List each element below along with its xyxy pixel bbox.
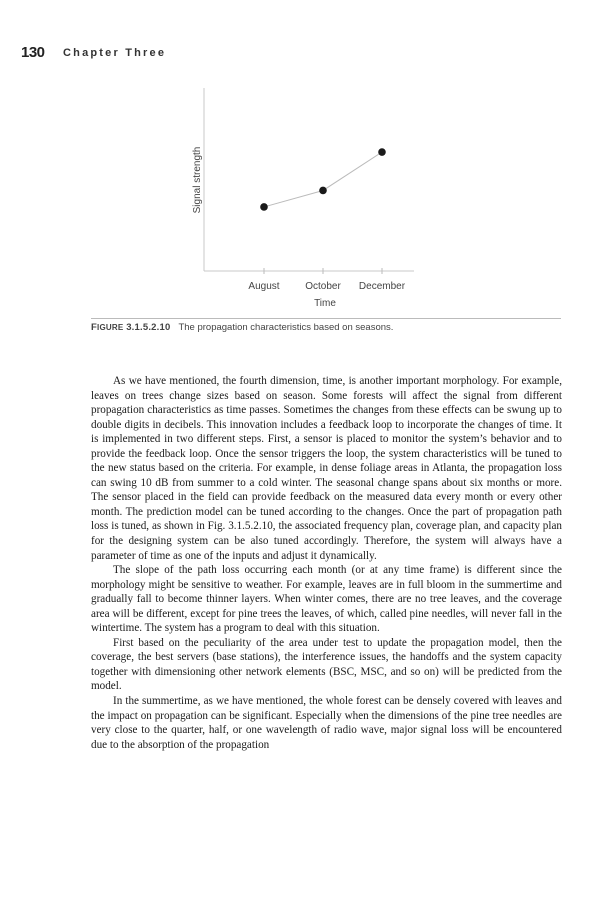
caption-label-small: IGURE — [97, 323, 124, 332]
paragraph: First based on the peculiarity of the area under test to update the propagation model, then the coverage, the best servers (base stations), the interference issues, the handoffs and the system capacity together with dimensioning other network elements (BSC, MSC, and so on) will be predicted from the model. — [91, 636, 562, 693]
x-tick-label-december: December — [358, 281, 406, 292]
caption-label-prefix: F — [91, 322, 98, 333]
x-tick-label-october: October — [305, 281, 341, 292]
x-tick-label-august: August — [248, 281, 280, 292]
body-text — [91, 374, 562, 752]
data-point-august — [260, 203, 268, 211]
paragraph: In the summertime, as we have mentioned, the whole forest can be densely covered with leaves and the impact on propagation can be significant. Especially when the dimensions of the pine tree needles are very close to the quarter, half, or one wavelength of radio wave, major signal loss will be encountered due to the absorption of the propagation — [91, 695, 562, 751]
page-number: 130 — [21, 44, 45, 61]
paragraph: The slope of the path loss occurring each month (or at any time frame) is different since the morphology might be sensitive to weather. For example, leaves are in full bloom in the summertime and gradually fall to become thinner layers. When winter comes, there are no tree leaves, and the coverage area will be different, except for pine trees the leaves, of which, called pine needles, will never fall in the wintertime. The system has a program to deal with this situation. — [91, 564, 562, 635]
chapter-title: Chapter Three — [63, 47, 167, 59]
paragraph: As we have mentioned, the fourth dimension, time, is another important morphology. For example, leaves on trees change sizes based on season. Some forests will affect the signal from different propagation characteristics as time passes. Sometimes the changes from these effects can be swung up to double digits in decibels. This innovation includes a feedback loop to incorporate the changes of time. It is implemented in two different steps. First, a sensor is placed to monitor the system’s behavior and to provide the feedback loop. Once the sensor triggers the loop, the system characteristics will be tuned to the new status based on the criteria. For example, in dense foliage areas in Atlanta, the propagation loss can swing 10 dB from summer to a cold winter. The seasonal change spans about six months or more. The sensor placed in the field can provide feedback on the measured data every month or every other month. The prediction model can be tuned according to the changes. Once the part of propagation path loss is tuned, as shown in Fig. 3.1.5.2.10, the associated frequency plan, coverage plan, and capacity plan for the designing system can be also tuned accordingly. Therefore, the system will always have a parameter of time as one of the inputs and adjust it dynamically. — [91, 375, 562, 562]
signal-strength-chart — [0, 0, 613, 320]
x-axis-label: Time — [314, 298, 336, 309]
data-point-december — [378, 148, 386, 156]
data-point-october — [319, 187, 327, 195]
figure-caption — [91, 318, 561, 333]
y-axis-label: Signal strength — [192, 146, 203, 214]
caption-text: The propagation characteristics based on seasons. — [178, 322, 394, 333]
caption-label-number: 3.1.5.2.10 — [126, 322, 171, 333]
caption-label — [91, 322, 170, 333]
series-line — [264, 152, 382, 207]
